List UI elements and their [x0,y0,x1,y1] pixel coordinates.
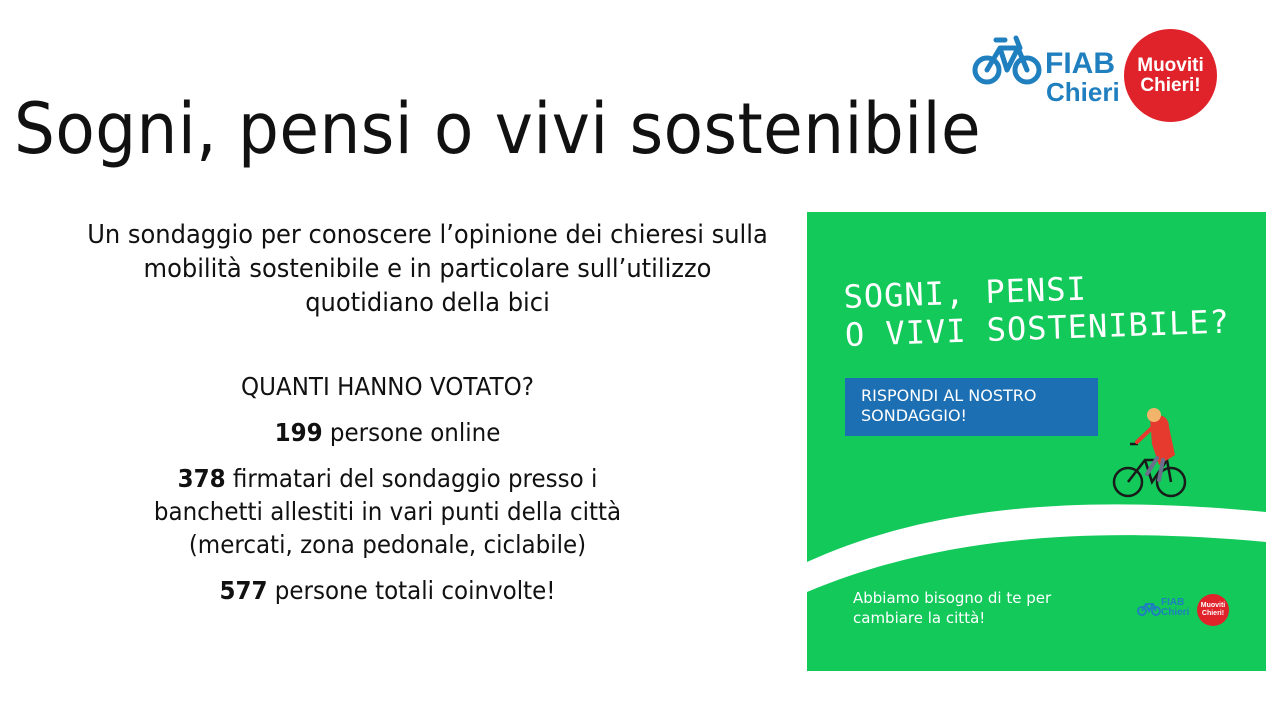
poster-fiab-logo [1137,594,1237,628]
poster-cta-box [845,378,1098,436]
mini-logo-city: Chieri [1161,607,1190,618]
badge-line1: Muoviti [1137,54,1204,76]
poster-headline-line1: SOGNI, PENSI [843,269,1088,316]
stat-total-number: 577 [219,576,268,605]
mini-bicycle-icon [1137,600,1161,616]
poster-cta-line2: SONDAGGIO! [861,406,967,425]
mini-badge-line1: Muoviti [1200,602,1226,609]
mini-logo-text [1161,598,1189,618]
fiab-logo-name: FIAB [1045,47,1115,80]
mini-badge-line2: Chieri! [1201,610,1225,617]
fiab-logo-city: Chieri [1046,77,1120,107]
stat-signers-number: 378 [177,464,226,493]
fiab-logo-text [1045,47,1120,107]
stat-total [141,574,633,607]
slide-title: Sogni, pensi o vivi sostenibile [14,88,982,170]
survey-stats [120,370,655,620]
stat-signers-text: firmatari del sondaggio presso i banchetti allestiti in vari punti della città (mercati, zona pedonale, ciclabile) [153,464,622,559]
poster-headline-line2: O VIVI SOSTENIBILE? [844,302,1231,354]
fiab-chieri-logo [970,28,1230,124]
poster-cta-line1: RISPONDI AL NOSTRO [861,386,1037,405]
stat-online-text: persone online [322,418,501,447]
stats-question: QUANTI HANNO VOTATO? [241,372,534,401]
stat-signers [141,462,633,561]
poster-footer-line2: cambiare la città! [853,609,986,627]
mini-muoviti-badge [1197,594,1229,626]
intro-text: Un sondaggio per conoscere l’opinione dei chieresi sulla mobilità sostenibile e in particolare sull’utilizzo quotidiano della bici [87,220,768,318]
stat-online [141,416,633,449]
mini-logo-name: FIAB [1161,597,1185,608]
survey-poster [807,212,1266,671]
poster-footer-text [853,588,1051,628]
muoviti-chieri-badge [1124,29,1217,122]
stat-total-text: persone totali coinvolte! [267,576,556,605]
stat-online-number: 199 [274,418,323,447]
poster-footer-line1: Abbiamo bisogno di te per [853,589,1052,607]
badge-line2: Chieri! [1140,74,1201,96]
poster-headline [843,265,1230,354]
bicycle-icon [972,32,1044,88]
